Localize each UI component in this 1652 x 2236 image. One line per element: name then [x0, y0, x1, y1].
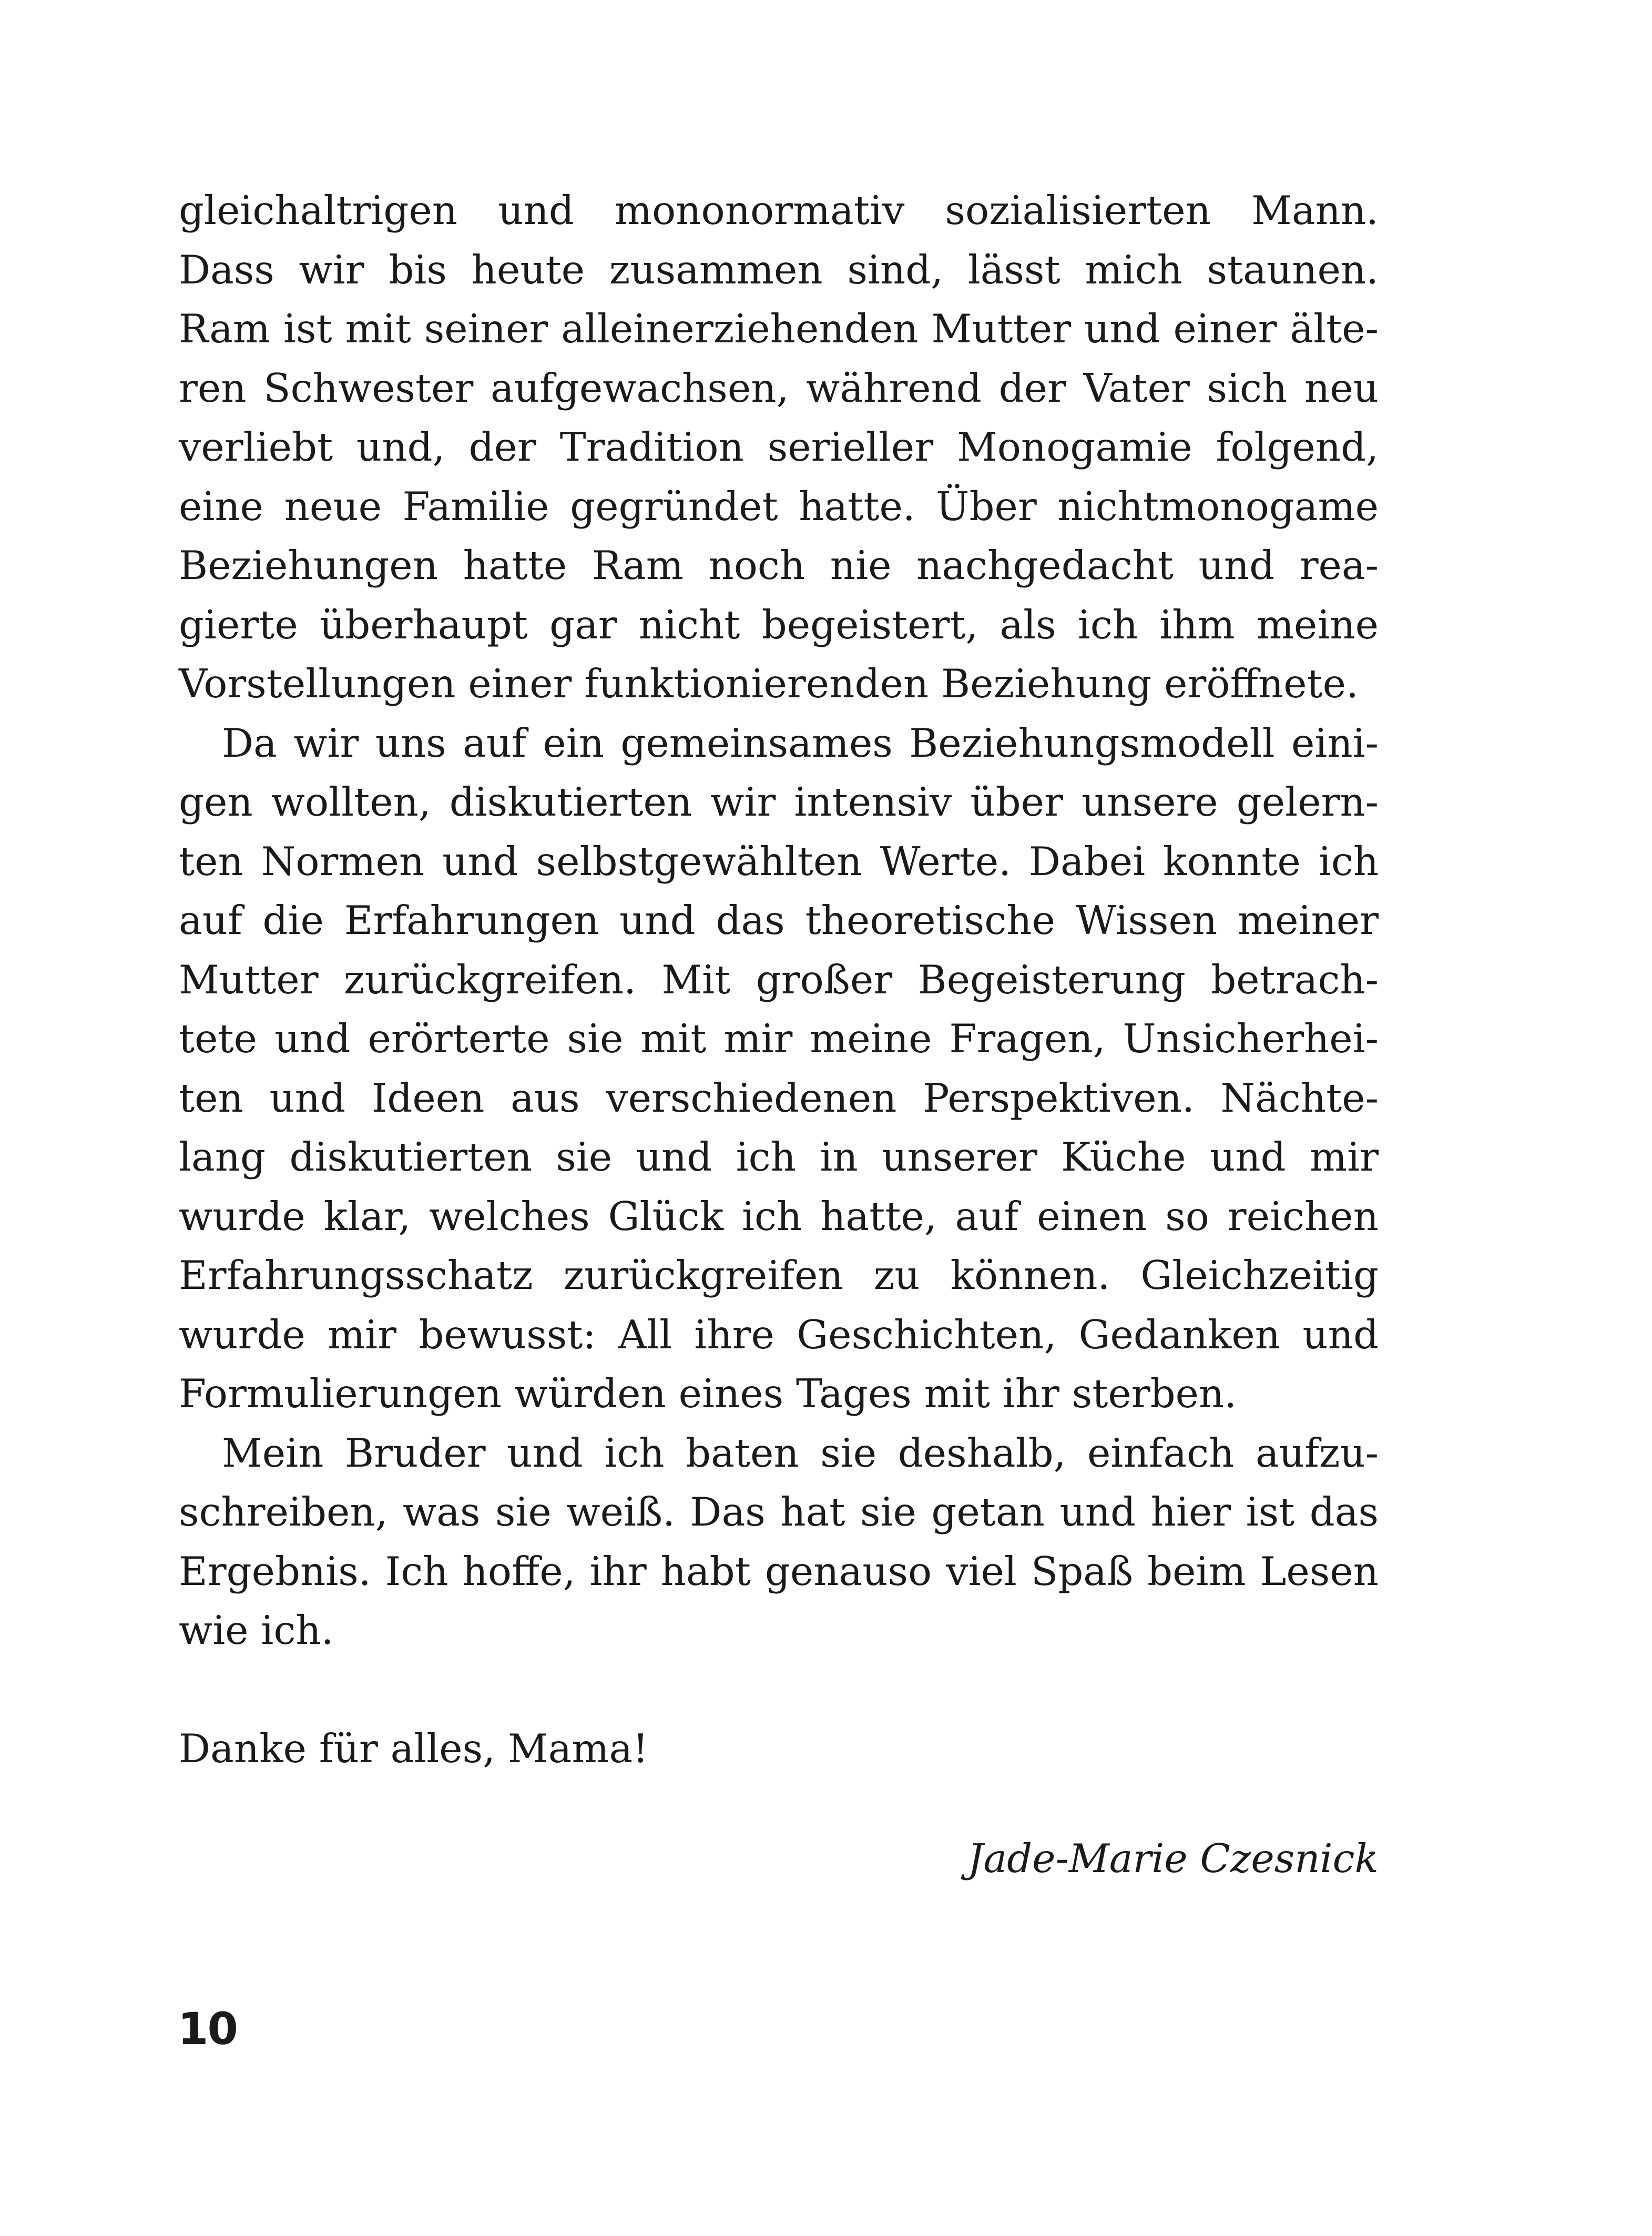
paragraph-2: [179, 714, 1379, 1424]
text-line: Da wir uns auf ein gemeinsames Beziehungsmodell eini-: [222, 719, 1379, 766]
text-line: wurde klar, welches Glück ich hatte, auf einen so reichen: [179, 1193, 1379, 1239]
text-line: Mein Bruder und ich baten sie deshalb, einfach aufzu-: [222, 1429, 1379, 1476]
text-line: tete und erörterte sie mit mir meine Fragen, Unsicherhei-: [179, 1015, 1379, 1062]
text-line: verliebt und, der Tradition serieller Monogamie folgend,: [179, 424, 1379, 470]
text-line: gierte überhaupt gar nicht begeistert, als ich ihm meine: [179, 601, 1379, 648]
text-line: auf die Erfahrungen und das theoretische Wissen meiner: [179, 897, 1379, 943]
text-line: Mutter zurückgreifen. Mit großer Begeisterung betrach-: [179, 956, 1379, 1003]
text-line: ten und Ideen aus verschiedenen Perspektiven. Nächte-: [179, 1074, 1379, 1121]
text-line: Ergebnis. Ich hoffe, ihr habt genauso viel Spaß beim Lesen: [179, 1548, 1379, 1594]
text-line: Erfahrungsschatz zurückgreifen zu können. Gleichzeitig: [179, 1252, 1379, 1298]
paragraph-1: [179, 181, 1379, 714]
text-line: Beziehungen hatte Ram noch nie nachgedacht und rea-: [179, 542, 1379, 588]
paragraph-spacer: [179, 1660, 1379, 1720]
text-line: gen wollten, diskutierten wir intensiv über unsere gelern-: [179, 779, 1379, 825]
paragraph-3: [179, 1424, 1379, 1660]
text-line: ten Normen und selbstgewählten Werte. Dabei konnte ich: [179, 838, 1379, 885]
text-line: Formulierungen würden eines Tages mit ihr sterben.: [179, 1370, 1237, 1417]
text-line: ren Schwester aufgewachsen, während der Vater sich neu: [179, 364, 1379, 411]
text-line: Ram ist mit seiner alleinerziehenden Mutter und einer älte-: [179, 306, 1379, 352]
text-line: lang diskutierten sie und ich in unserer Küche und mir: [179, 1134, 1379, 1180]
text-line: Dass wir bis heute zusammen sind, lässt mich staunen.: [179, 246, 1379, 293]
text-line: wurde mir bewusst: All ihre Geschichten, Gedanken und: [179, 1311, 1379, 1358]
page-number: 10: [178, 2003, 237, 2055]
body-text: [179, 181, 1379, 1778]
text-line: schreiben, was sie weiß. Das hat sie getan und hier ist das: [179, 1489, 1379, 1535]
text-line: wie ich.: [179, 1607, 334, 1653]
author-signature: Jade-Marie Czesnick: [967, 1835, 1379, 1882]
text-line: gleichaltrigen und mononormativ sozialisierten Mann.: [179, 187, 1379, 233]
text-line: eine neue Familie gegründet hatte. Über nichtmonogame: [179, 483, 1379, 530]
text-line: Vorstellungen einer funktionierenden Beziehung eröffnete.: [179, 660, 1359, 707]
closing-line: Danke für alles, Mama!: [179, 1725, 649, 1772]
